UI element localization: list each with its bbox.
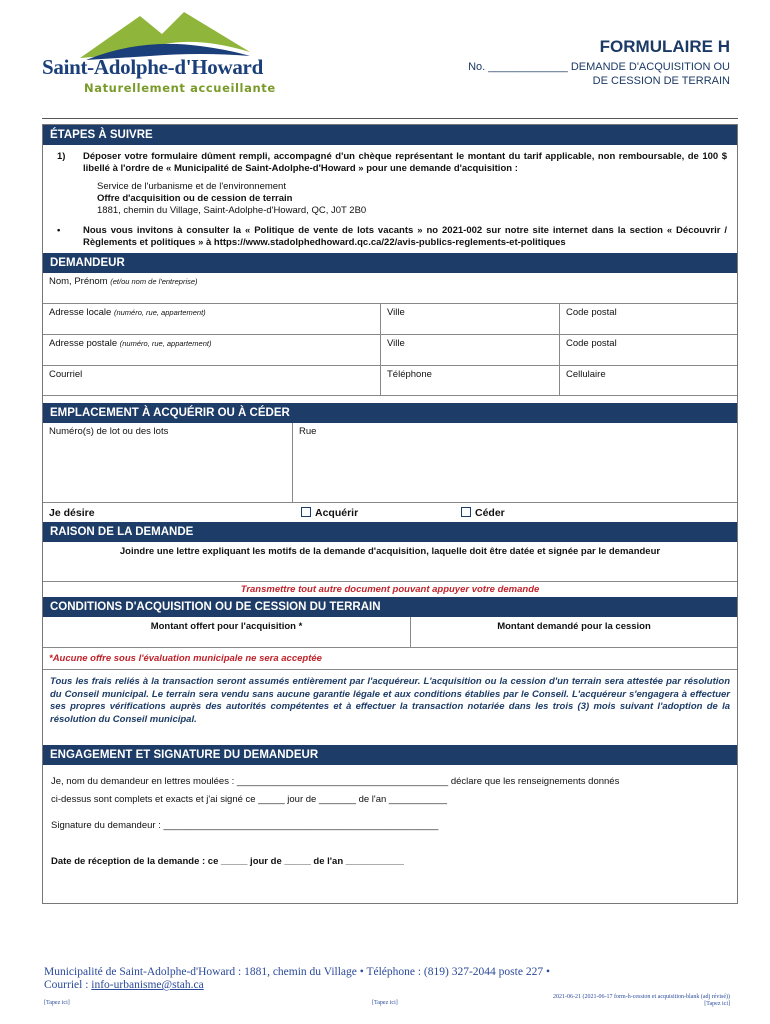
engagement-content (43, 765, 737, 903)
declaration-line-2[interactable]: ci-dessus sont complets et exacts et j'ai signé ce _____ jour de _______ de l'an ___________ (51, 794, 448, 805)
reason-instruction: Joindre une lettre expliquant les motifs de la demande d'acquisition, laquelle doit être datée et signée par le demandeur (119, 546, 661, 557)
postal-code-label: Code postal (566, 307, 617, 318)
form-subtitle-line-1: No. _____________ DEMANDE D'ACQUISITION OU (468, 61, 730, 73)
email-label: Courriel (49, 369, 83, 380)
address-line-1: Service de l'urbanisme et de l'environnement (97, 181, 286, 192)
section-engagement-title: ENGAGEMENT ET SIGNATURE DU DEMANDEUR (43, 745, 737, 765)
desire-label: Je désire (49, 506, 95, 519)
spacer (43, 395, 737, 403)
placeholder-right: [Tapez ici] (704, 1001, 730, 1007)
name-row (43, 273, 737, 303)
postal-code-label-2: Code postal (566, 338, 617, 349)
lot-numbers-field[interactable] (43, 423, 292, 502)
offered-amount-label: Montant offert pour l'acquisition * (150, 621, 303, 632)
contact-row (43, 365, 737, 395)
postal-address-field[interactable] (43, 335, 380, 365)
step-number: 1) (57, 151, 66, 162)
form-body (42, 124, 738, 904)
signature-line[interactable]: Signature du demandeur : ____________________________________________________ (51, 820, 439, 831)
street-field[interactable] (292, 423, 737, 502)
offered-amount-field[interactable] (43, 617, 410, 647)
steps-content (43, 145, 737, 253)
form-subtitle (468, 60, 730, 88)
placeholder-center: [Tapez ici] (372, 1000, 398, 1006)
policy-note (57, 225, 727, 249)
step-1 (57, 151, 727, 175)
postal-code-field-2[interactable] (559, 335, 737, 365)
logo-tagline: Naturellement accueillante (84, 81, 276, 95)
municipality-logo (40, 8, 285, 98)
local-address-hint: (numéro, rue, appartement) (113, 308, 206, 317)
mountains-icon (80, 8, 250, 60)
city-field[interactable] (380, 304, 559, 334)
city-label: Ville (387, 307, 405, 318)
name-hint: (et/ou nom de l'entreprise) (110, 277, 198, 286)
step-text: Déposer votre formulaire dûment rempli, accompagné d'un chèque représentant le montant du tarif applicable, non remboursable, de 100 $ libellé à l'ordre de « Municipalité de Saint-Adolphe-d'Howard » pour une demande d'acquisition : (83, 151, 727, 174)
cellphone-label: Cellulaire (566, 369, 606, 380)
section-location-title: EMPLACEMENT À ACQUÉRIR OU À CÉDER (43, 403, 737, 423)
form-subtitle-line-2: DE CESSION DE TERRAIN (592, 75, 730, 87)
requested-amount-field[interactable] (410, 617, 737, 647)
requested-amount-label: Montant demandé pour la cession (497, 621, 651, 632)
footer-line-1: Municipalité de Saint-Adolphe-d'Howard : 1881, chemin du Village • Téléphone : (819) 327-2044 poste 227 • (44, 966, 550, 978)
city-label-2: Ville (387, 338, 405, 349)
name-label: Nom, Prénom (49, 276, 108, 287)
location-row (43, 423, 737, 502)
acquire-label: Acquérir (315, 506, 359, 519)
section-conditions-title: CONDITIONS D'ACQUISITION OU DE CESSION DU TERRAIN (43, 597, 737, 617)
amount-note-row (43, 647, 737, 669)
footer-contact (44, 966, 550, 992)
postal-code-field[interactable] (559, 304, 737, 334)
footer-line-2 (44, 979, 550, 992)
local-address-field[interactable] (43, 304, 380, 334)
placeholder-left: [Tapez ici] (44, 1000, 70, 1006)
postal-address-row (43, 334, 737, 365)
cellphone-field[interactable] (559, 366, 737, 395)
phone-label: Téléphone (387, 369, 432, 380)
address-line-3: 1881, chemin du Village, Saint-Adolphe-d'Howard, QC, J0T 2B0 (97, 205, 367, 216)
section-reason-title: RAISON DE LA DEMANDE (43, 522, 737, 542)
acquire-option[interactable] (301, 507, 461, 519)
declaration-line-1[interactable]: Je, nom du demandeur en lettres moulées : ________________________________________ déclare que les renseignements donnés (51, 776, 620, 787)
postal-address-hint: (numéro, rue, appartement) (119, 339, 212, 348)
revision-note: 2021-06-21 (2021-06-17 form-h-cession et acquisition-blank (adj révisé)) (553, 994, 730, 1000)
street-label: Rue (299, 426, 317, 437)
logo-name: Saint-Adolphe-d'Howard (42, 55, 263, 79)
reason-note: Transmettre tout autre document pouvant appuyer votre demande (43, 581, 737, 597)
postal-address-label: Adresse postale (49, 338, 118, 349)
bullet-icon: • (57, 225, 61, 236)
local-address-label: Adresse locale (49, 307, 112, 318)
acquire-checkbox[interactable] (301, 507, 311, 517)
local-address-row (43, 303, 737, 334)
section-applicant-title: DEMANDEUR (43, 253, 737, 273)
lot-numbers-label: Numéro(s) de lot ou des lots (49, 426, 169, 437)
mailing-address (57, 175, 727, 219)
address-line-2: Offre d'acquisition ou de cession de terrain (97, 193, 293, 204)
header-divider (42, 118, 738, 119)
name-field[interactable] (43, 273, 737, 303)
email-link[interactable]: info-urbanisme@stah.ca (91, 979, 204, 991)
email-field[interactable] (43, 366, 380, 395)
amount-note: *Aucune offre sous l'évaluation municipale ne sera acceptée (49, 653, 322, 664)
form-title: FORMULAIRE H (599, 37, 730, 56)
policy-text: Nous vous invitons à consulter la « Politique de vente de lots vacants » no 2021-002 sur notre site internet dans la section « Découvrir / Règlements et politiques » à https://www.stadolphedhoward.qc.ca/22/avis-publics-reglements-et-politiques (83, 225, 727, 248)
city-field-2[interactable] (380, 335, 559, 365)
cede-label: Céder (475, 506, 505, 519)
reception-date-line[interactable]: Date de réception de la demande : ce _____ jour de _____ de l'an ___________ (51, 856, 404, 867)
conditions-paragraph: Tous les frais reliés à la transaction seront assumés entièrement par l'acquéreur. L'acquisition ou la cession d'un terrain sera attestée par résolution du Conseil municipal. Le terrain sera vendu sans aucune garantie légale et aux conditions établies par le Conseil. L'acquéreur s'engagera à effectuer ses propres vérifications auprès des autorités compétentes et à effectuer la transaction notariée dans les trois (3) mois suivant l'adoption de la résolution du Conseil municipal. (43, 669, 737, 739)
email-prefix: Courriel : (44, 979, 92, 991)
phone-field[interactable] (380, 366, 559, 395)
cede-option[interactable] (461, 507, 505, 519)
section-steps-title: ÉTAPES À SUIVRE (43, 125, 737, 145)
amount-row (43, 617, 737, 647)
desire-row (43, 502, 737, 522)
cede-checkbox[interactable] (461, 507, 471, 517)
